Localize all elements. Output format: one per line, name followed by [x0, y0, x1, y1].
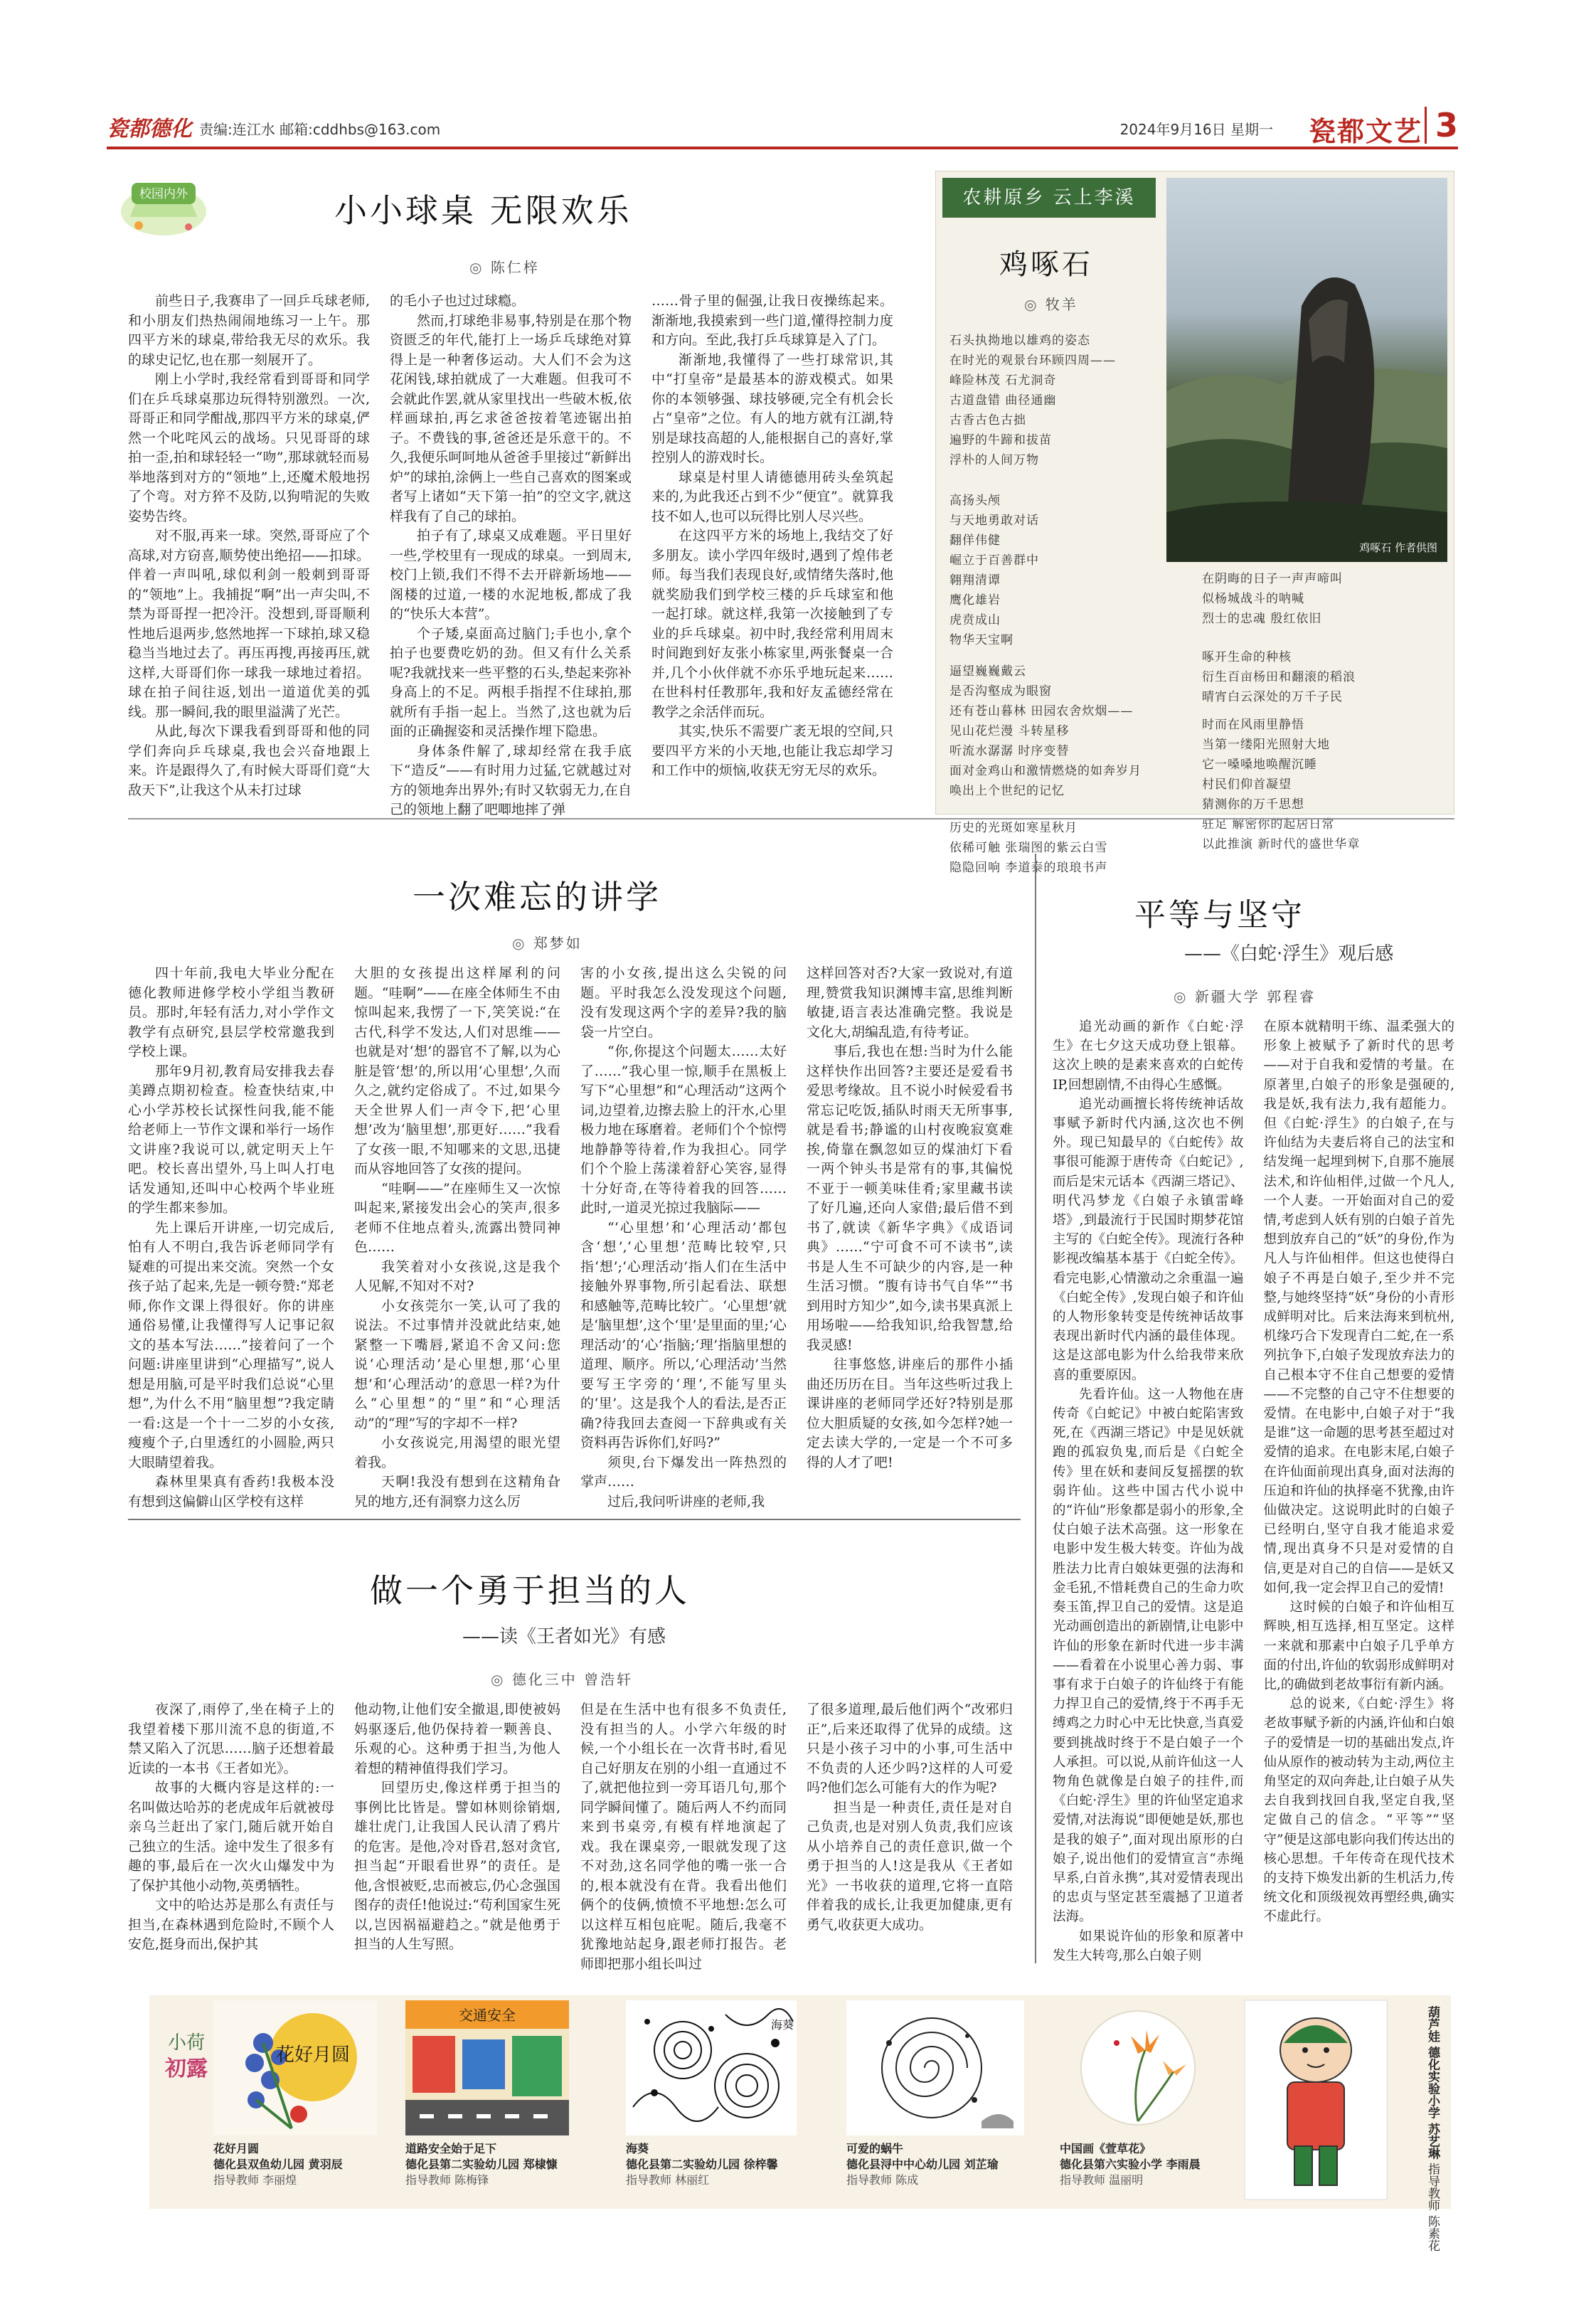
art-3-caption	[626, 2141, 778, 2188]
paragraph: 过后,我问听讲座的老师,我	[607, 1493, 765, 1509]
paragraph: 事后,我也在想:当时为什么能这样快作出回答?主要还是爱看书爱思考缘故。且不说小时候爱看书常忘记吃饭,插队时雨天无所事事,就是看书;静谧的山村夜晚寂寞难挨,倚靠在飘忽如豆的煤油灯下看一两个钟头书是常有的事,其偏悦不亚于一顿美味佳肴;家里藏书读了好几遍,还向人家借;最后借不到书了,就读《新华字典》《成语词典》……“宁可食不可不读书”,读书是人生不可缺少的内容,是一种生活习惯。“腹有诗书气自华”“书到用时方知少”,如今,读书果真派上用场啦——给我知识,给我智慧,给我灵感!	[807, 1044, 1013, 1353]
poem-line: 是否沟壑成为眼窗	[949, 684, 1052, 699]
paragraph: 害的小女孩,提出这么尖锐的问题。平时我怎么没发现这个问题,没有发现这两个字的差异?我的脑袋一片空白。	[580, 965, 787, 1040]
article-2-byline: ◎ 郑梦如	[512, 932, 582, 952]
artwork-calabash-boy	[1245, 2000, 1387, 2199]
article-3-col-1	[1053, 1017, 1244, 1963]
paragraph: 大胆的女孩提出这样犀利的问题。“哇啊”——在座全体师生不由惊叫起来,我愣了一下,笑笑说:“在古代,科学不发达,人们对思维——也就是对‘想’的器官不了解,以为心脏是管‘想’的,所以用‘心里想’,久而久之,就约定俗成了。不过,如果今天全世界人们一声令下,把‘心里想’改为‘脑里想’,那更好……”我看了女孩一眼,不知哪来的文思,迅捷而从容地回答了女孩的提问。	[354, 965, 560, 1177]
divider	[128, 818, 1454, 819]
masthead	[107, 107, 1458, 149]
article-1-title: 小小球桌 无限欢乐	[334, 191, 632, 230]
art-1-title: 花好月圆	[213, 2142, 260, 2155]
art-2-text: 交通安全	[459, 2007, 516, 2024]
paragraph: 先看许仙。这一人物他在唐传奇《白蛇记》中被白蛇陷害致死,在《西湖三塔记》中是见妖就跑的孤寂负鬼,而后是《白蛇全传》里在妖和妻间反复摇摆的软弱许仙。这些中国古代小说中的“许仙”形象都是弱小的形象,全仗白娘子法术高强。这一形象在电影中发生极大转变。许仙为战胜法力比青白娘妹更强的法海和金毛犼,不惜耗费自己的生命力吹奏玉笛,捍卫自己的爱情。这是追光动画创造出的新剧情,让电影中许仙的形象在新时代进一步丰满——看着在小说里心善力弱、事事有求于白娘子的许仙终于有能力捍卫自己的爱情,终于不再手无缚鸡之力时心中无比快意,当真爱要到挑战时终于不是白娘子一个人承担。可以说,从前许仙这一人物角色就像是白娘子的挂件,而《白蛇·浮生》里的许仙坚定追求爱情,对法海说“即便她是妖,那也是我的娘子”,面对现出原形的白娘子,说出他们的爱情宣言“赤绳早系,白首永携”,其对爱情表现出的忠贞与坚定甚至震撼了卫道者法海。	[1053, 1386, 1244, 1925]
paragraph: 前些日子,我赛串了一回乒乓球老师,和小朋友们热热闹闹地练习一上午。那四平方米的球桌,带给我无尽的欢乐。我的球史记忆,也在那一刻展开了。	[128, 293, 370, 368]
poem-line: 面对金鸡山和激情燃烧的如奔岁月	[949, 764, 1142, 778]
divider-vertical	[1035, 854, 1036, 1963]
campus-badge-icon	[117, 167, 210, 238]
paragraph: 其实,快乐不需要广袤无垠的空间,只要四平方米的小天地,也能让我忘却学习和工作中的烦恼,收获无穷无尽的欢乐。	[651, 723, 893, 778]
art-3-title: 海葵	[626, 2142, 649, 2155]
art-5-title: 中国画《萱草花》	[1060, 2142, 1151, 2155]
paragraph: ……骨子里的倔强,让我日夜操练起来。渐渐地,我摸索到一些门道,懂得控制力度和方向。至此,我打乒乓球算是入了门。	[651, 293, 893, 348]
poem-line: 虎贲成山	[949, 613, 1001, 627]
paragraph: 那年9月初,教育局安排我去春美蹲点期初检查。检查快结束,中心小学苏校长试探性问我,能不能给老师上一节作文课和举行一场作文讲座?我说可以,就定明天上午吧。校长喜出望外,马上叫人打电话发通知,还叫中心校两个毕业班的学生都来参加。	[128, 1063, 334, 1216]
art-4-teacher: 指导教师 陈成	[846, 2173, 919, 2187]
paragraph: 小女孩说完,用渴望的眼光望着我。	[354, 1435, 560, 1470]
paragraph: 回望历史,像这样勇于担当的事例比比皆是。譬如林则徐销烟,雄壮虎门,让我国人民认清了鸦片的危害。是他,冷对昏君,怒对贪官,担当起“开眼看世界”的责任。是他,含恨被贬,忠而被忘,仍心念强国图存的责任!他说过:“苟利国家生死以,岂因祸福避趋之。”就是他勇于担当的人生写照。	[354, 1780, 560, 1952]
article-4-col-3	[580, 1700, 787, 1970]
paragraph: 这样回答对否?大家一致说对,有道理,赞赏我知识渊博丰富,思维判断敏捷,语言表达准确完整。我说是文化大,胡编乱造,有待考证。	[807, 965, 1013, 1040]
poem-column-tag: 农耕原乡 云上李溪	[942, 178, 1156, 218]
paragraph: 个子矮,桌面高过脑门;手也小,拿个拍子也要费吃奶的劲。但又有什么关系呢?我就找来一些平整的石头,垫起来弥补身高上的不足。两根手指捏不住球拍,那就所有手指一起上。当然了,这也就为后面的正确握姿和灵活操作埋下隐患。	[390, 625, 632, 739]
article-2-col-3	[580, 964, 787, 1509]
article-4-title: 做一个勇于担当的人	[370, 1571, 690, 1610]
poem-line: 唤出上个世纪的记忆	[949, 784, 1065, 798]
poem-line: 听流水潺潺 时序变替	[949, 744, 1070, 758]
art-6-teacher: 指导教师 陈素花	[1425, 2163, 1440, 2252]
poem-line: 衍生百亩杨田和翻滚的稻浪	[1202, 670, 1356, 684]
poem-stanza-1	[949, 331, 1163, 470]
artwork-snail	[846, 2000, 1024, 2135]
poem-line: 似杨城战斗的呐喊	[1202, 592, 1304, 606]
section-name: 瓷都文艺	[1308, 116, 1422, 147]
poem-stanza-7	[1202, 715, 1444, 854]
art-3-text: 海葵	[770, 2018, 794, 2032]
art-4-title: 可爱的蜗牛	[846, 2142, 904, 2155]
paragraph: “你,你提这个问题太……太好了……”我心里一惊,顺手在黑板上写下“心里想”和“心理活动”这两个词,边望着,边擦去脸上的汗水,心里极力地在琢磨着。老师们个个惊愕地静静等待着,作为我担心。同学们个个脸上荡漾着舒心笑容,显得十分好奇,在等待着我的回答……此时,一道灵光掠过我脑际——	[580, 1044, 787, 1216]
art-1-text: 花好月圆	[275, 2044, 351, 2066]
poem-stanza-3	[949, 662, 1163, 801]
paragraph: 如果说许仙的形象和原著中发生大转弯,那么白娘子则	[1053, 1928, 1244, 1963]
paragraph: 刚上小学时,我经常看到哥哥和同学们在乒乓球桌那边玩得特别激烈。一次,哥哥正和同学酣战,那四平方米的球桌,俨然一个叱咤风云的战场。只见哥哥的球拍一歪,拍和球轻轻一“吻”,那球就轻而易举地落到对方的“领地”上,还魔术般地拐了个弯。对方猝不及防,以狗啃泥的失败姿势告终。	[128, 371, 370, 524]
art-1-author: 德化县双鱼幼儿园 黄羽辰	[213, 2158, 343, 2171]
gallery-label-line1: 小荷	[167, 2032, 205, 2054]
article-1-col-3	[651, 292, 893, 804]
mountain-rock-image	[1166, 178, 1447, 562]
poem-line: 历史的光斑如寒星秋月	[949, 821, 1078, 835]
article-3-byline: ◎ 新疆大学 郭程睿	[1174, 985, 1316, 1006]
paragraph: 但是在生活中也有很多不负责任,没有担当的人。小学六年级的时候,一个小组长在一次背书时,看见自己好朋友在别的小组一直通过不了,就把他拉到一旁耳语几句,那个同学瞬间懂了。随后两人不约而同来到书桌旁,有模有样地演起了戏。我在课桌旁,一眼就发现了这不对劲,这名同学他的嘴一张一合的,根本就没有在背。我看出他们俩个的伎俩,愤愤不平地想:怎么可以这样互相包庇呢。随后,我毫不犹豫地站起身,跟老师打报告。老师即把那小组长叫过	[580, 1702, 787, 1972]
poem-line: 石头执拗地以雄鸡的姿态	[949, 334, 1090, 348]
paragraph: 渐渐地,我懂得了一些打球常识,其中“打皇帝”是最基本的游戏模式。如果你的本领够强、球技够硬,完全有机会长占“皇帝”之位。有人的地方就有江湖,特别是球技高超的人,能根据自己的喜好,掌控别人的游戏时长。	[651, 351, 893, 465]
paragraph: 从此,每次下课我看到哥哥和他的同学们奔向乒乓球桌,我也会兴奋地跟上来。许是跟得久了,有时候大哥哥们竟“大敌天下”,让我这个从未打过球	[128, 723, 370, 798]
poem-stanza-5	[1202, 569, 1444, 629]
poem-line: 它一嗓嗓地唤醒沉睡	[1202, 758, 1317, 772]
art-1-caption	[213, 2141, 343, 2188]
art-5-author: 德化县第六实验小学 李雨晨	[1060, 2158, 1201, 2171]
article-3-col-2	[1264, 1017, 1455, 1963]
article-4-subtitle: ——读《王者如光》有感	[462, 1626, 666, 1647]
paragraph: 担当是一种责任,责任是对自己负责,也是对别人负责,我们应该从小培养自己的责任意识,做一个勇于担当的人!这是我从《王者如光》一书收获的道理,它将一直陪伴着我的成长,让我更加健康,更有勇气,收获更大成功。	[807, 1799, 1013, 1933]
article-1-byline: ◎ 陈仁梓	[469, 256, 540, 277]
poem-line: 啄开生命的种核	[1202, 650, 1292, 664]
art-3-teacher: 指导教师 林丽红	[626, 2173, 710, 2187]
paragraph: 在原本就精明干练、温柔强大的形象上被赋予了新时代的思考——对于自我和爱情的考量。在原著里,白娘子的形象是强硬的,我是妖,我有法力,我有超能力。但《白蛇·浮生》的白娘子,在与许仙结为夫妻后将自己的法宝和结发绳一起埋到树下,自那不施展法术,和许仙相伴,过做一个凡人,一个人妻。一开始面对自己的爱情,考虑到人妖有别的白娘子首先想到放弃自己的“妖”的身份,作为凡人与许仙相伴。但这也使得白娘子不再是白娘子,至少并不完整,与她终坚持“妖”身份的小青形成鲜明对比。后来法海来到杭州,机缘巧合下发现青白二蛇,在一系列抗争下,白娘子发现放弃法力的自己根本守不住自己想要的爱情——不完整的自己守不住想要的爱情。在电影中,白娘子对于“我是谁”这一命题的思考甚至超过对爱情的追求。在电影末尾,白娘子在许仙面前现出真身,面对法海的压迫和许仙的执择毫不犹豫,由许仙做决定。这说明此时的白娘子已经明白,坚守自我才能追求爱情,现出真身不只是对爱情的自信,更是对自己的自信——是妖又如何,我一定会捍卫自己的爱情!	[1263, 1019, 1454, 1596]
poem-line: 驻足 解密你的起居日常	[1202, 817, 1335, 832]
art-2-title: 道路安全始于足下	[405, 2142, 497, 2155]
page-number: 3	[1425, 107, 1458, 144]
paragraph: 对不服,再来一球。突然,哥哥应了个高球,对方窃喜,顺势使出绝招——扣球。伴着一声叫吼,球似利剑一般刺到哥哥的“领地”上。我捕捉“啊”出一声尖叫,不禁为哥哥捏一把冷汗。没想到,哥哥顺利性地后退两步,悠然地挥一下球拍,球又稳稳当当地过去了。再压再搜,再接再压,就这样,大哥哥们你一球我一球地过着招。球在拍子间往返,划出一道道优美的弧线。那一瞬间,我的眼里溢满了光芒。	[128, 528, 370, 720]
poem-line: 翱翔清谭	[949, 573, 1001, 588]
paragraph: 拍子有了,球桌又成难题。平日里好一些,学校里有一现成的球桌。一到周末,校门上锁,我们不得不去开辟新场地——阁楼的过道,一楼的水泥地板,都成了我的“快乐大本营”。	[390, 528, 632, 622]
poem-line: 遍野的牛蹄和拔苗	[949, 433, 1052, 447]
badge-label: 校园内外	[139, 187, 188, 201]
paragraph: 森林里果真有香药!我极本没有想到这偏僻山区学校有这样	[128, 1474, 334, 1509]
art-3-author: 德化县第二实验幼儿园 徐梓馨	[626, 2158, 778, 2171]
poem-byline: ◎ 牧羊	[1024, 293, 1078, 314]
poem-line: 与天地勇敢对话	[949, 514, 1039, 528]
poem-line: 还有苍山暮林 田园农舍炊烟——	[949, 704, 1134, 718]
paragraph: 天啊!我没有想到在这精角旮旯的地方,还有洞察力这么厉	[354, 1474, 560, 1509]
art-1-teacher: 指导教师 李丽煌	[213, 2173, 297, 2187]
article-2-col-2	[354, 964, 560, 1509]
poem-line: 见山花烂漫 斗转星移	[949, 724, 1070, 738]
poem-line: 隐隐回响 李道泰的琅琅书声	[949, 861, 1108, 875]
poem-line: 猜测你的万千思想	[1202, 797, 1304, 812]
poem-line: 当第一缕阳光照射大地	[1202, 738, 1330, 752]
poem-stanza-2	[949, 491, 1163, 650]
article-3-title: 平等与坚守	[1134, 897, 1305, 933]
poem-line: 在阴晦的日子一声声啼叫	[1202, 572, 1343, 586]
art-6-author: 德化实验小学 苏艺琳	[1425, 2046, 1440, 2160]
poem-stanza-4	[949, 818, 1184, 878]
poem-line: 逼望巍巍戴云	[949, 664, 1026, 679]
art-5-teacher: 指导教师 温丽明	[1060, 2173, 1144, 2187]
poem-title: 鸡啄石	[999, 248, 1093, 281]
poem-line: 村民们仰首凝望	[1202, 778, 1292, 792]
issue-date: 2024年9月16日 星期一	[1119, 121, 1273, 138]
poem-line: 古香古色古拙	[949, 413, 1026, 428]
paragraph: 身体条件解了,球却经常在我手底下“造反”——有时用力过猛,它就越过对方的领地奔出界外;有时又软弱无力,在自己的领地上翻了吧唧地摔了弹	[390, 743, 632, 817]
artwork-sea-anemone	[626, 2000, 797, 2135]
paragraph: 在这四平方米的场地上,我结交了好多朋友。读小学四年级时,遇到了煌伟老师。每当我们表现良好,或情绪失落时,他就奖励我们到学校三楼的乒乓球室和他一起打球。就这样,我第一次接触到了专业的乒乓球桌。初中时,我经常利用周末时间跑到好友张小栋家里,两张餐桌一合并,几个小伙伴就不亦乐乎地玩起来……在世科村任教那年,我和好友孟德经常在教学之余活伴而玩。	[651, 528, 893, 720]
paragraph: 我笑着对小女孩说,这是我个人见解,不知对不对?	[354, 1258, 560, 1294]
poem-line: 崛立于百善群中	[949, 553, 1039, 568]
paragraph: 的毛小子也过过球瘾。	[390, 293, 526, 309]
article-1-body	[128, 292, 917, 817]
paragraph: 须臾,台下爆发出一阵热烈的掌声……	[580, 1454, 787, 1490]
art-2-author: 德化县第二实验幼儿园 郑棣慷	[405, 2158, 558, 2171]
paragraph: “‘心里想’和‘心理活动’都包含‘想’,‘心里想’范畴比较窄,只指‘想’;‘心理活动’指人们在生活中接触外界事物,所引起看法、联想和感触等,范畴比较广。‘心里想’就是‘脑里想’,这个‘里’是里面的里;‘心理活动’的‘心’指脑;‘理’指脑里想的道理、顺序。所以,‘心理活动’当然要写王字旁的‘理’,不能写里头的‘里’。这是我个人的看法,是否正确?待我回去查阅一下辞典或有关资料再告诉你们,好吗?”	[580, 1219, 787, 1450]
artwork-daylily	[1067, 2000, 1209, 2135]
gallery-label-line2: 初露	[165, 2057, 208, 2081]
paragraph: 四十年前,我电大毕业分配在德化教师进修学校小学组当教研员。那时,年轻有活力,对小学作文教学有点研究,县层学校常邀我到学校上课。	[128, 965, 334, 1059]
article-4-col-4	[807, 1700, 1013, 1970]
poem-line: 浮朴的人间万物	[949, 453, 1039, 467]
artwork-flower-moon	[213, 2000, 377, 2135]
poem-line: 在时光的观景台环顾四周——	[949, 354, 1116, 368]
poem-line: 高扬头颅	[949, 494, 1001, 508]
art-4-author: 德化县浔中中心幼儿园 刘芷瑜	[846, 2158, 999, 2171]
art-4-caption	[846, 2141, 999, 2188]
editor-info: 责编:连江水 邮箱:cddhbs@163.com	[199, 121, 441, 138]
art-2-teacher: 指导教师 陈梅锋	[405, 2173, 489, 2187]
article-4-body	[128, 1700, 1021, 1970]
gallery-label	[165, 2031, 208, 2084]
paragraph: 夜深了,雨停了,坐在椅子上的我望着楼下那川流不息的街道,不禁又陷入了沉思……脑子还想着最近读的一本书《王者如光》。	[128, 1702, 334, 1776]
article-2-title: 一次难忘的讲学	[413, 878, 661, 916]
art-2-caption	[405, 2141, 558, 2188]
poem-line: 峰险林茂 石尤洞奇	[949, 373, 1057, 388]
newspaper-logo: 瓷都德化	[107, 117, 192, 142]
poem-line: 以此推演 新时代的盛世华章	[1202, 837, 1361, 851]
paragraph: 球桌是村里人请德德用砖头垒筑起来的,为此我还占到不少“便宜”。就算我技不如人,也可以玩得比别人尽兴些。	[651, 469, 893, 524]
poem-line: 翻佯伟健	[949, 534, 1001, 548]
article-4-byline: ◎ 德化三中 曾浩轩	[491, 1668, 633, 1689]
paragraph: 了很多道理,最后他们两个“改邪归正”,后来还取得了优异的成绩。这只是小孩子习中的小事,可生活中不负责的人还少吗?这样的人可爱吗?他们怎么可能有大的作为呢?	[807, 1702, 1013, 1795]
poem-line: 晴宵白云深处的万千子民	[1202, 690, 1343, 704]
poem-line: 物华天宝啊	[949, 633, 1014, 647]
rock-photo	[1166, 178, 1447, 562]
paragraph: 这时候的白娘子和许仙相互辉映,相互选择,相互坚定。这样一来就和那素中白娘子几乎单方面的付出,许仙的软弱形成鲜明对比,的确做到老故事衍有新内涵。	[1263, 1600, 1454, 1692]
poem-line: 烈士的忠魂 殷红依旧	[1202, 612, 1322, 626]
paragraph: 追光动画的新作《白蛇·浮生》在七夕这天成功登上银幕。这次上映的是素来喜欢的白蛇传IP,回想剧情,不由得心生感慨。	[1053, 1019, 1244, 1093]
paragraph: 先上课后开讲座,一切完成后,怕有人不明白,我告诉老师同学有疑难的可提出来交流。突然一个女孩子站了起来,先是一顿夸赞:“郑老师,你作文课上得很好。你的讲座通俗易懂,让我懂得写人记事记叙文的基本写法……”接着问了一个问题:讲座里讲到“心理描写”,说人想是用脑,可是平时我们总说“心里想”,为什么不用“脑里想”?我定睛一看:这是一个十一二岁的小女孩,瘦瘦个子,白里透红的小圆脸,两只大眼睛望着我。	[128, 1219, 334, 1470]
art-6-title: 葫芦娃	[1425, 2006, 1440, 2042]
article-4-col-2	[354, 1700, 560, 1970]
article-2-col-1	[128, 964, 334, 1509]
paragraph: 总的说来,《白蛇·浮生》将老故事赋予新的内涵,许仙和白娘子的爱情是一切的基础出发点,许仙从原作的被动转为主动,两位主角坚定的双向奔赴,让白娘子从失去自我到找回自我,坚定自我,坚定做自己的信念。“平等”“坚守”便是这部电影向我们传达出的核心思想。千年传奇在现代技术的支持下焕发出新的生机活力,传统文化和顶级视效再塑经典,确实不虚此行。	[1263, 1697, 1454, 1925]
poem-line: 时而在风雨里静悟	[1202, 718, 1304, 732]
article-2-col-4	[807, 964, 1013, 1490]
article-4-col-1	[128, 1700, 334, 1970]
paragraph: “哇啊——”在座师生又一次惊叫起来,紧接发出会心的笑声,很多老师不住地点着头,流露出赞同神色……	[354, 1180, 560, 1255]
article-3-body	[1053, 1017, 1454, 1963]
paragraph: 追光动画擅长将传统神话故事赋予新时代内涵,这次也不例外。现已知最早的《白蛇传》故事很可能源于唐传奇《白蛇记》,而后是宋元话本《西湖三塔记》、明代冯梦龙《白娘子永镇雷峰塔》,到最流行于民国时期梦花馆主写的《白蛇全传》。现流行各种影视改编基本基于《白蛇全传》。看完电影,心情激动之余重温一遍《白蛇全传》,发现白娘子和许仙的人物形象转变是传统神话故事表现出新时代内涵的最佳体现。这是这部电影为什么给我带来欣喜的重要原因。	[1053, 1096, 1244, 1383]
divider	[128, 1519, 1021, 1520]
article-1-col-1	[128, 292, 370, 804]
poem-line: 依稀可触 张瑞图的紫云白雪	[949, 841, 1108, 855]
artwork-road-safety	[405, 2000, 569, 2135]
article-1-col-2	[390, 292, 632, 817]
paragraph: 小女孩莞尔一笑,认可了我的说法。不过事情并没就此结束,她紧整一下嘴唇,紧追不舍又问:您说‘心理活动’是心里想,那‘心里想’和‘心理活动’的意思一样?为什么“心里想”的“里”和“心理活动”的“理”写的字却不一样?	[354, 1298, 560, 1431]
photo-credit: 鸡啄石 作者供图	[1359, 541, 1437, 554]
art-6-caption	[1398, 2006, 1440, 2251]
art-5-caption	[1060, 2141, 1201, 2188]
paragraph: 文中的哈达苏是那么有责任与担当,在森林遇到危险时,不顾个人安危,挺身而出,保护其	[128, 1897, 334, 1952]
poem-stanza-6	[1202, 647, 1444, 707]
paragraph: 然而,打球绝非易事,特别是在那个物资匮乏的年代,能打上一场乒乓球绝对算得上是一种奢侈运动。大人们不会为这花闲钱,球拍就成了一大难题。但我可不会就此作罢,就从家里找出一些破木板,依样画球拍,再乞求爸爸按着笔迹锯出拍子。不费钱的事,爸爸还是乐意干的。不久,我便乐呵呵地从爸爸手里接过“新鲜出炉”的球拍,涂俩上一些自己喜欢的图案或者写上诸如“天下第一拍”的空文字,就这样我有了自己的球拍。	[390, 312, 632, 524]
poem-line: 鹰化雄岩	[949, 593, 1001, 607]
paragraph: 他动物,让他们安全撤退,即使被妈妈驱逐后,他仍保持着一颗善良、乐观的心。这种勇于担当,为他人着想的精神值得我们学习。	[354, 1702, 560, 1776]
paragraph: 故事的大概内容是这样的:一名叫做达哈苏的老虎成年后就被母亲乌兰赶出了家门,随后就开始自己独立的生活。途中发生了很多有趣的事,最后在一次火山爆发中为了保护其他小动物,英勇牺牲。	[128, 1780, 334, 1894]
article-2-body	[128, 964, 1021, 1509]
article-3-subtitle: ——《白蛇·浮生》观后感	[1184, 943, 1394, 965]
poem-line: 古道盘错 曲径通幽	[949, 393, 1057, 408]
paragraph: 往事悠悠,讲座后的那件小插曲还历历在目。当年这些听过我上课讲座的老师同学还好?特别是那位大胆质疑的女孩,如今怎样?她一定去读大学的,一定是一个不可多得的人才了吧!	[807, 1357, 1013, 1470]
